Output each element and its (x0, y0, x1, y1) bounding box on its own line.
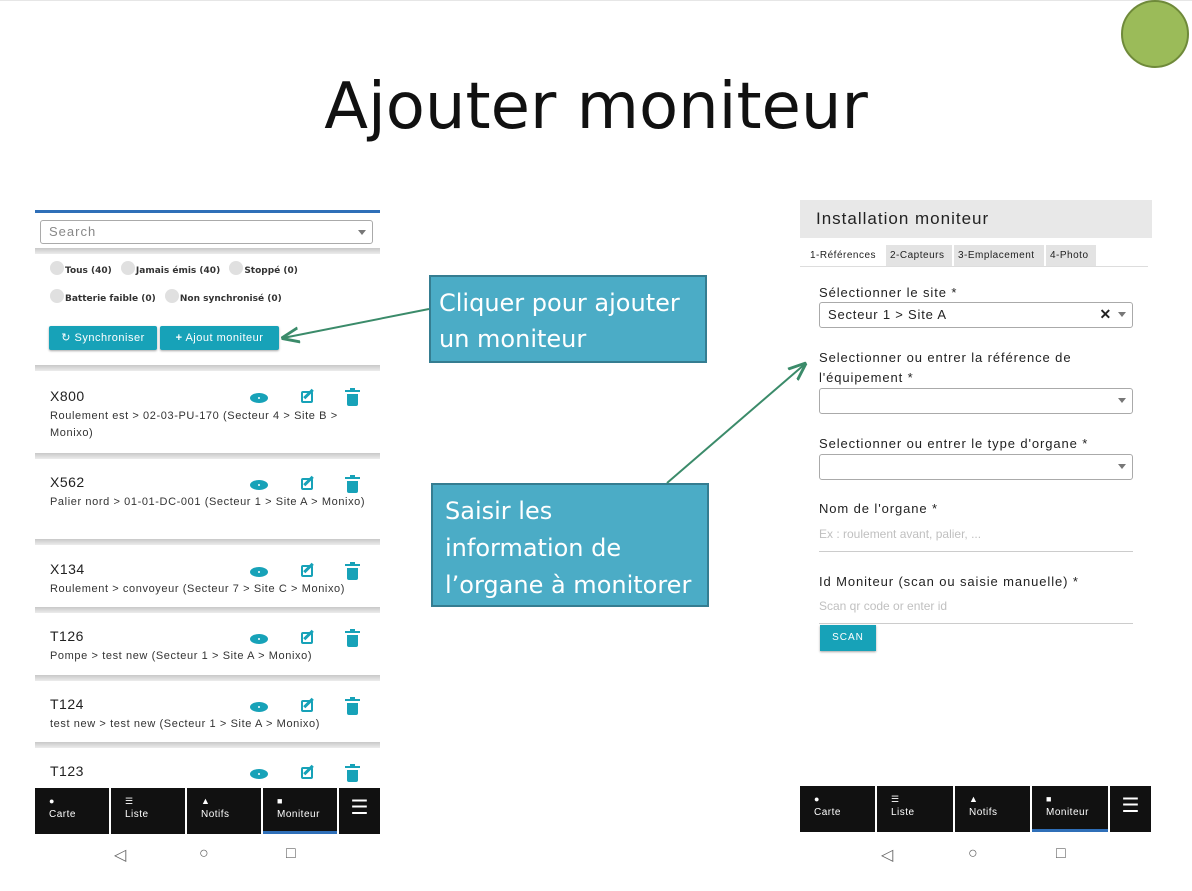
filter-label: Stoppé (0) (244, 266, 298, 276)
organ-type-select[interactable] (819, 454, 1133, 480)
nav-label: Notifs (201, 809, 230, 820)
nav-label: Carte (49, 809, 76, 820)
item-description: Pompe > test new (Secteur 1 > Site A > Monixo) (50, 650, 313, 662)
home-icon[interactable]: ○ (199, 845, 209, 862)
callout-text: Cliquer pour ajouter un moniteur (439, 289, 680, 353)
nav-label: Notifs (969, 807, 998, 818)
scan-button[interactable]: SCAN (820, 625, 876, 651)
clear-icon[interactable]: ✕ (1099, 306, 1112, 322)
monitor-id-label: Id Moniteur (scan ou saisie manuelle) * (819, 574, 1079, 589)
reference-label: Selectionner ou entrer la référence de l'équipement * (819, 350, 1072, 385)
item-id: T124 (50, 696, 84, 712)
item-description: Roulement est > 02-03-PU-170 (Secteur 4 > Site B > Monixo) (50, 410, 338, 439)
item-id: T126 (50, 628, 84, 644)
nav-label: Carte (814, 807, 841, 818)
tab-emplacement[interactable]: 3-Emplacement (954, 245, 1044, 266)
item-description: test new > test new (Secteur 1 > Site A > Monixo) (50, 718, 320, 730)
home-icon[interactable]: ○ (968, 845, 978, 862)
item-id: X800 (50, 388, 85, 404)
tab-references[interactable]: 1-Références (806, 245, 884, 266)
nav-label: Liste (125, 809, 149, 820)
square-icon: ■ (1046, 794, 1052, 804)
search-input[interactable]: Search (40, 220, 373, 244)
nav-tab-notifs[interactable] (955, 786, 1030, 832)
monitor-id-input[interactable]: Scan qr code or enter id (819, 599, 1133, 624)
item-id: X562 (50, 474, 85, 490)
list-icon: ☰ (891, 794, 900, 804)
tab-photo[interactable]: 4-Photo (1046, 245, 1096, 266)
item-description: Palier nord > 01-01-DC-001 (Secteur 1 > Site A > Monixo) (50, 496, 366, 508)
organ-name-label: Nom de l'organe * (819, 501, 938, 516)
filter-label: Non synchronisé (0) (179, 294, 282, 304)
form-header: Installation moniteur (800, 200, 1152, 238)
nav-label: Liste (891, 807, 915, 818)
filter-label: Batterie faible (0) (65, 294, 156, 304)
plus-icon: + (175, 332, 183, 344)
reference-select[interactable] (819, 388, 1133, 414)
tabs-divider (800, 266, 1148, 267)
add-monitor-button-label: Ajout moniteur (185, 332, 264, 344)
site-value: Secteur 1 > Site A (828, 307, 947, 322)
organ-type-label: Selectionner ou entrer le type d'organe * (819, 436, 1089, 451)
slide-title: Ajouter moniteur (324, 70, 868, 144)
nav-label: Moniteur (1046, 807, 1089, 818)
menu-icon[interactable]: ☰ (1110, 786, 1151, 832)
site-select[interactable] (819, 302, 1133, 328)
arrow-to-add-button (283, 309, 429, 338)
tab-capteurs[interactable]: 2-Capteurs (886, 245, 952, 266)
refresh-icon: ↻ (61, 332, 71, 344)
nav-tab-moniteur[interactable] (1032, 786, 1108, 832)
back-icon[interactable]: ◁ (881, 847, 894, 864)
sync-button-label: Synchroniser (74, 332, 145, 344)
filter-label: Tous (40) (65, 266, 112, 276)
map-pin-icon: ● (814, 794, 820, 804)
recents-icon[interactable]: □ (1056, 845, 1066, 862)
map-pin-icon: ● (49, 796, 55, 806)
item-description: Roulement > convoyeur (Secteur 7 > Site C > Monixo) (50, 583, 346, 595)
item-id: T123 (50, 763, 84, 779)
nav-label: Moniteur (277, 809, 320, 820)
list-icon: ☰ (125, 796, 134, 806)
filter-label: Jamais émis (40) (135, 266, 221, 276)
back-icon[interactable]: ◁ (114, 847, 127, 864)
callout-text: Saisir les information de l’organe à monitorer (445, 497, 692, 599)
nav-tab-liste[interactable] (877, 786, 953, 832)
square-icon: ■ (277, 796, 283, 806)
menu-icon[interactable]: ☰ (339, 788, 380, 834)
chevron-down-icon (1118, 464, 1126, 469)
bottom-nav (800, 786, 1151, 832)
warning-icon: ▲ (201, 796, 211, 806)
warning-icon: ▲ (969, 794, 979, 804)
nav-tab-carte[interactable] (800, 786, 875, 832)
chevron-down-icon (1118, 398, 1126, 403)
chevron-down-icon (1118, 312, 1126, 317)
item-id: X134 (50, 561, 85, 577)
organ-name-input[interactable]: Ex : roulement avant, palier, ... (819, 527, 1133, 552)
recents-icon[interactable]: □ (286, 845, 296, 862)
site-label: Sélectionner le site * (819, 285, 958, 300)
arrow-to-form (667, 364, 805, 483)
